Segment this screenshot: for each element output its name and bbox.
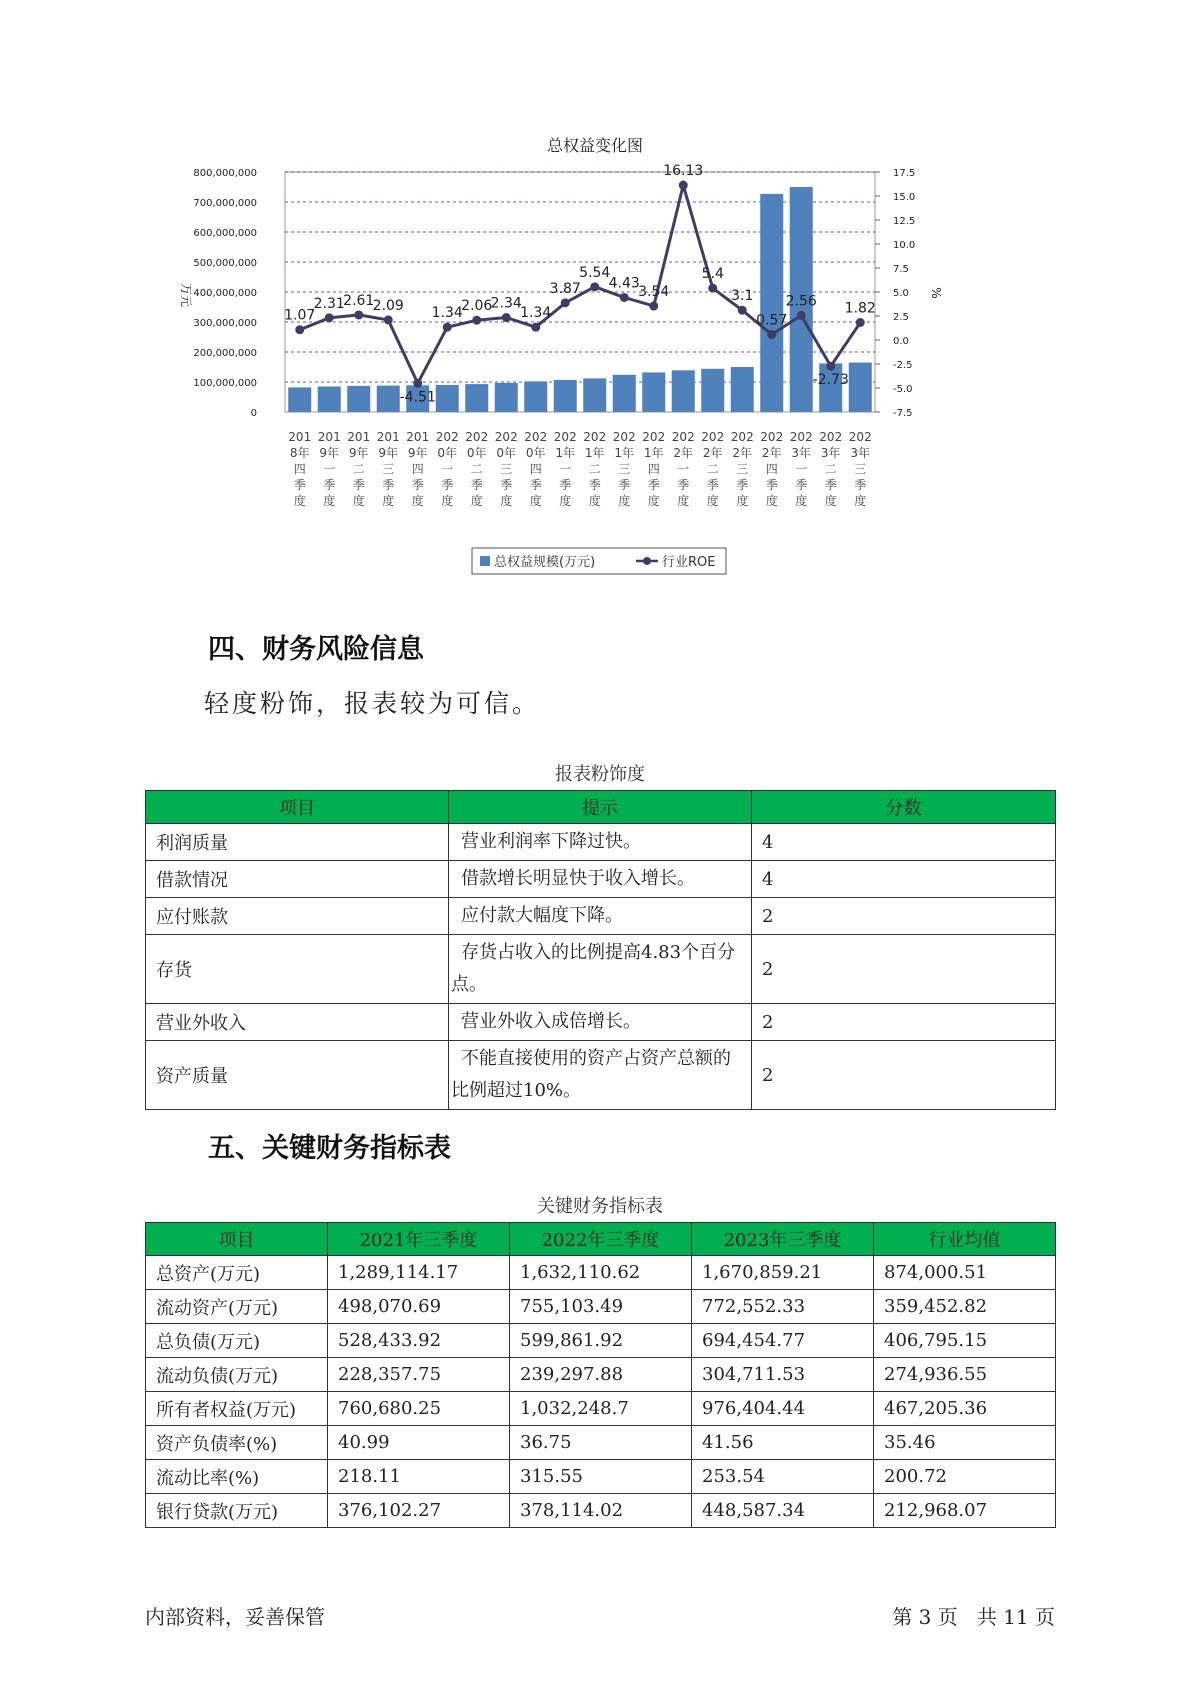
left-tick-label: 700,000,000 [193,198,257,209]
category-label: 202 [465,430,489,444]
category-label: 季 [352,478,365,492]
category-label: 四 [411,462,424,476]
category-label: 2年 [702,446,723,460]
roe-point [384,315,393,324]
item-cell: 资产负债率(%) [146,1426,328,1460]
industry-avg-cell: 200.72 [874,1460,1056,1494]
key-table-header [146,1223,1056,1256]
value-2021-cell: 498,070.69 [328,1290,510,1324]
table-row [146,1041,1056,1110]
category-label: 201 [347,430,371,444]
category-label: 9年 [319,446,340,460]
category-label: 度 [293,494,306,508]
category-label: 202 [730,430,754,444]
left-tick-label: 400,000,000 [193,288,257,299]
item-cell: 资产质量 [146,1041,449,1110]
category-label: 二 [824,462,837,476]
score-cell: 2 [752,935,1056,1004]
category-label: 202 [819,430,843,444]
category-label: 度 [352,494,365,508]
item-cell: 存货 [146,935,449,1004]
roe-data-label: 2.56 [785,293,817,310]
roe-data-label: 5.54 [579,264,611,281]
category-label: 季 [765,478,778,492]
category-label: 度 [441,494,454,508]
right-tick-label: 5.0 [893,288,909,299]
item-cell: 应付账款 [146,898,449,935]
item-cell: 银行贷款(万元) [146,1494,328,1528]
score-cell: 2 [752,1004,1056,1041]
hint-cell: 不能直接使用的资产占资产总额的比例超过10%。 [449,1041,752,1110]
item-cell: 利润质量 [146,824,449,861]
item-cell: 流动比率(%) [146,1460,328,1494]
category-label: 季 [795,478,808,492]
table-row [146,935,1056,1004]
category-label: 度 [559,494,572,508]
industry-avg-cell: 274,936.55 [874,1358,1056,1392]
industry-avg-cell: 406,795.15 [874,1324,1056,1358]
category-label: 201 [288,430,312,444]
value-2022-cell: 315.55 [510,1460,692,1494]
roe-data-label: -2.73 [812,372,849,389]
category-label: 一 [559,462,572,476]
roe-point [561,298,570,307]
category-label: 季 [618,478,631,492]
header-cell: 分数 [752,791,1056,824]
header-cell: 提示 [449,791,752,824]
right-tick-label: 2.5 [893,312,909,323]
table-row [146,1460,1056,1494]
header-cell: 2021年三季度 [328,1223,510,1256]
category-label: 3年 [791,446,812,460]
category-label: 201 [406,430,430,444]
roe-point [590,282,599,291]
left-tick-label: 300,000,000 [193,318,257,329]
value-2021-cell: 760,680.25 [328,1392,510,1426]
score-cell: 4 [752,861,1056,898]
category-label: 8年 [289,446,310,460]
chart-title: 总权益变化图 [546,136,644,155]
roe-point [472,316,481,325]
category-label: 2年 [732,446,753,460]
category-label: 202 [583,430,607,444]
category-label: 202 [789,430,813,444]
category-label: 201 [376,430,400,444]
roe-point [413,379,422,388]
equity-bar [760,194,783,412]
value-2021-cell: 376,102.27 [328,1494,510,1528]
equity-bar [524,381,547,412]
category-label: 季 [470,478,483,492]
table-row [146,1426,1056,1460]
category-label: 二 [588,462,601,476]
roe-data-label: 3.87 [549,280,581,297]
category-label: 202 [848,430,872,444]
value-2023-cell: 41.56 [692,1426,874,1460]
value-2022-cell: 1,032,248.7 [510,1392,692,1426]
category-label: 一 [677,462,690,476]
category-label: 三 [854,462,867,476]
roe-data-label: 2.06 [461,298,493,315]
hint-cell: 应付款大幅度下降。 [449,898,752,935]
table-row [146,1358,1056,1392]
category-label: 202 [642,430,666,444]
category-label: 四 [293,462,306,476]
category-label: 度 [824,494,837,508]
header-cell: 项目 [146,791,449,824]
category-label: 季 [706,478,719,492]
legend-bar-swatch [480,556,490,566]
category-label: 季 [293,478,306,492]
item-cell: 所有者权益(万元) [146,1392,328,1426]
roe-point [649,302,658,311]
roe-point [826,362,835,371]
score-cell: 4 [752,824,1056,861]
category-label: 202 [760,430,784,444]
roe-point [856,318,865,327]
table-row [146,1256,1056,1290]
table-row [146,1392,1056,1426]
value-2023-cell: 772,552.33 [692,1290,874,1324]
category-label: 季 [411,478,424,492]
category-label: 度 [382,494,395,508]
value-2022-cell: 239,297.88 [510,1358,692,1392]
category-label: 季 [588,478,601,492]
category-label: 季 [677,478,690,492]
left-tick-label: 600,000,000 [193,228,257,239]
equity-bar [642,372,665,412]
item-cell: 借款情况 [146,861,449,898]
value-2022-cell: 378,114.02 [510,1494,692,1528]
category-label: 2年 [761,446,782,460]
value-2023-cell: 448,587.34 [692,1494,874,1528]
category-label: 9年 [348,446,369,460]
table-row [146,1290,1056,1324]
header-cell: 项目 [146,1223,328,1256]
roe-data-label: 5.4 [701,266,724,283]
equity-bar [288,387,311,412]
category-label: 202 [494,430,518,444]
category-label: 度 [795,494,808,508]
table-row [146,861,1056,898]
equity-bar [701,369,724,412]
category-label: 三 [736,462,749,476]
item-cell: 总负债(万元) [146,1324,328,1358]
category-label: 1年 [555,446,576,460]
left-tick-label: 100,000,000 [193,378,257,389]
roe-point [708,284,717,293]
item-cell: 营业外收入 [146,1004,449,1041]
category-label: 度 [588,494,601,508]
value-2021-cell: 40.99 [328,1426,510,1460]
right-tick-label: -5.0 [893,384,913,395]
roe-data-label: 4.43 [608,275,640,292]
roe-data-label: 2.61 [343,292,375,309]
category-label: 一 [323,462,336,476]
equity-bar [849,363,872,413]
right-tick-label: 12.5 [893,216,916,227]
roe-data-label: 0.57 [756,312,788,329]
industry-avg-cell: 35.46 [874,1426,1056,1460]
key-financial-table [145,1222,1056,1528]
value-2023-cell: 253.54 [692,1460,874,1494]
equity-bar [436,385,459,412]
roe-point [738,306,747,315]
value-2023-cell: 976,404.44 [692,1392,874,1426]
equity-bar [318,387,341,413]
category-label: 四 [647,462,660,476]
category-label: 季 [559,478,572,492]
hint-cell: 营业利润率下降过快。 [449,824,752,861]
category-label: 度 [470,494,483,508]
roe-data-label: 1.34 [520,305,552,322]
risk-table-header [146,791,1056,824]
roe-point [502,313,511,322]
risk-summary: 轻度粉饰，报表较为可信。 [204,689,541,718]
table-row [146,1004,1056,1041]
category-label: 季 [500,478,513,492]
left-tick-label: 200,000,000 [193,348,257,359]
category-label: 度 [736,494,749,508]
roe-data-label: 1.82 [844,300,876,317]
roe-data-label: 1.34 [431,305,463,322]
category-label: 季 [529,478,542,492]
category-label: 二 [352,462,365,476]
category-label: 季 [854,478,867,492]
item-cell: 总资产(万元) [146,1256,328,1290]
header-cell: 2022年三季度 [510,1223,692,1256]
industry-avg-cell: 359,452.82 [874,1290,1056,1324]
category-label: 度 [765,494,778,508]
left-tick-label: 500,000,000 [193,258,257,269]
roe-data-label: 3.54 [638,284,670,301]
industry-avg-cell: 467,205.36 [874,1392,1056,1426]
roe-point [531,323,540,332]
value-2022-cell: 1,632,110.62 [510,1256,692,1290]
roe-point [767,330,776,339]
industry-avg-cell: 212,968.07 [874,1494,1056,1528]
roe-point [295,325,304,334]
roe-point [354,310,363,319]
right-tick-label: 17.5 [893,168,916,179]
right-tick-label: 0.0 [893,336,909,347]
table-row [146,1324,1056,1358]
category-label: 9年 [407,446,428,460]
header-cell: 行业均值 [874,1223,1056,1256]
section5-heading: 五、关键财务指标表 [208,1133,451,1164]
roe-point [797,311,806,320]
category-label: 3年 [820,446,841,460]
industry-avg-cell: 874,000.51 [874,1256,1056,1290]
right-tick-label: -2.5 [893,360,913,371]
roe-data-label: 3.1 [731,288,754,305]
category-label: 202 [553,430,577,444]
category-label: 度 [500,494,513,508]
score-cell: 2 [752,1041,1056,1110]
category-label: 四 [765,462,778,476]
roe-data-label: 2.31 [313,295,345,312]
left-tick-label: 800,000,000 [193,168,257,179]
equity-bar [583,378,606,412]
category-label: 201 [317,430,341,444]
category-label: 0年 [496,446,517,460]
category-label: 三 [500,462,513,476]
hint-cell: 存货占收入的比例提高4.83个百分点。 [449,935,752,1004]
value-2023-cell: 694,454.77 [692,1324,874,1358]
header-cell: 2023年三季度 [692,1223,874,1256]
equity-bar [347,386,370,412]
item-cell: 流动资产(万元) [146,1290,328,1324]
category-label: 季 [824,478,837,492]
category-label: 9年 [378,446,399,460]
category-label: 202 [701,430,725,444]
equity-bar [377,386,400,412]
legend-line-label: 行业ROE [662,555,716,570]
value-2022-cell: 36.75 [510,1426,692,1460]
category-label: 一 [441,462,454,476]
category-label: 季 [382,478,395,492]
category-label: 度 [323,494,336,508]
category-label: 度 [677,494,690,508]
category-label: 三 [618,462,631,476]
equity-bar [731,367,754,412]
section4-heading: 四、财务风险信息 [208,634,424,665]
value-2023-cell: 1,670,859.21 [692,1256,874,1290]
footer-confidential: 内部资料，妥善保管 [145,1605,325,1629]
roe-data-label: 2.09 [372,297,404,314]
value-2022-cell: 599,861.92 [510,1324,692,1358]
category-label: 二 [706,462,719,476]
roe-point [325,313,334,322]
equity-bar [613,375,636,412]
category-label: 0年 [466,446,487,460]
table-row [146,898,1056,935]
left-tick-label: 0 [250,408,257,419]
equity-bar [554,380,577,412]
category-label: 3年 [850,446,871,460]
right-tick-label: 10.0 [893,240,916,251]
category-label: 202 [524,430,548,444]
category-label: 2年 [673,446,694,460]
score-cell: 2 [752,898,1056,935]
category-label: 1年 [643,446,664,460]
category-label: 度 [706,494,719,508]
right-tick-label: 7.5 [893,264,909,275]
left-axis-label: 万元 [179,282,193,308]
equity-chart [170,135,1050,595]
table-row [146,824,1056,861]
equity-bar [495,383,518,412]
category-label: 度 [411,494,424,508]
category-label: 度 [618,494,631,508]
category-label: 季 [736,478,749,492]
value-2023-cell: 304,711.53 [692,1358,874,1392]
table-row [146,1494,1056,1528]
item-cell: 流动负债(万元) [146,1358,328,1392]
roe-data-label: 1.07 [284,307,316,324]
category-label: 一 [795,462,808,476]
value-2021-cell: 528,433.92 [328,1324,510,1358]
hint-cell: 借款增长明显快于收入增长。 [449,861,752,898]
key-table-caption: 关键财务指标表 [537,1196,663,1217]
category-label: 202 [671,430,695,444]
category-label: 四 [529,462,542,476]
legend-line-marker [643,557,651,565]
risk-table [145,790,1056,1110]
right-axis-label: % [929,287,943,299]
roe-point [679,181,688,190]
roe-point [620,293,629,302]
right-tick-label: -7.5 [893,408,913,419]
category-label: 季 [323,478,336,492]
category-label: 1年 [614,446,635,460]
category-label: 度 [854,494,867,508]
category-label: 季 [647,478,660,492]
category-label: 度 [647,494,660,508]
risk-table-caption: 报表粉饰度 [555,764,645,785]
value-2021-cell: 228,357.75 [328,1358,510,1392]
category-label: 二 [470,462,483,476]
category-label: 0年 [437,446,458,460]
hint-cell: 营业外收入成倍增长。 [449,1004,752,1041]
value-2021-cell: 218.11 [328,1460,510,1494]
roe-point [443,323,452,332]
roe-data-label: 16.13 [663,163,704,180]
footer-page-number: 第 3 页 共 11 页 [892,1605,1055,1629]
category-label: 1年 [584,446,605,460]
category-label: 三 [382,462,395,476]
category-label: 季 [441,478,454,492]
equity-bar [672,370,695,412]
value-2021-cell: 1,289,114.17 [328,1256,510,1290]
roe-data-label: -4.51 [399,389,436,406]
value-2022-cell: 755,103.49 [510,1290,692,1324]
category-label: 202 [435,430,459,444]
roe-data-label: 2.34 [490,295,522,312]
category-label: 202 [612,430,636,444]
legend-bar-label: 总权益规模(万元) [494,555,596,570]
right-tick-label: 15.0 [893,192,916,203]
equity-bar [465,384,488,412]
category-label: 0年 [525,446,546,460]
category-label: 度 [529,494,542,508]
